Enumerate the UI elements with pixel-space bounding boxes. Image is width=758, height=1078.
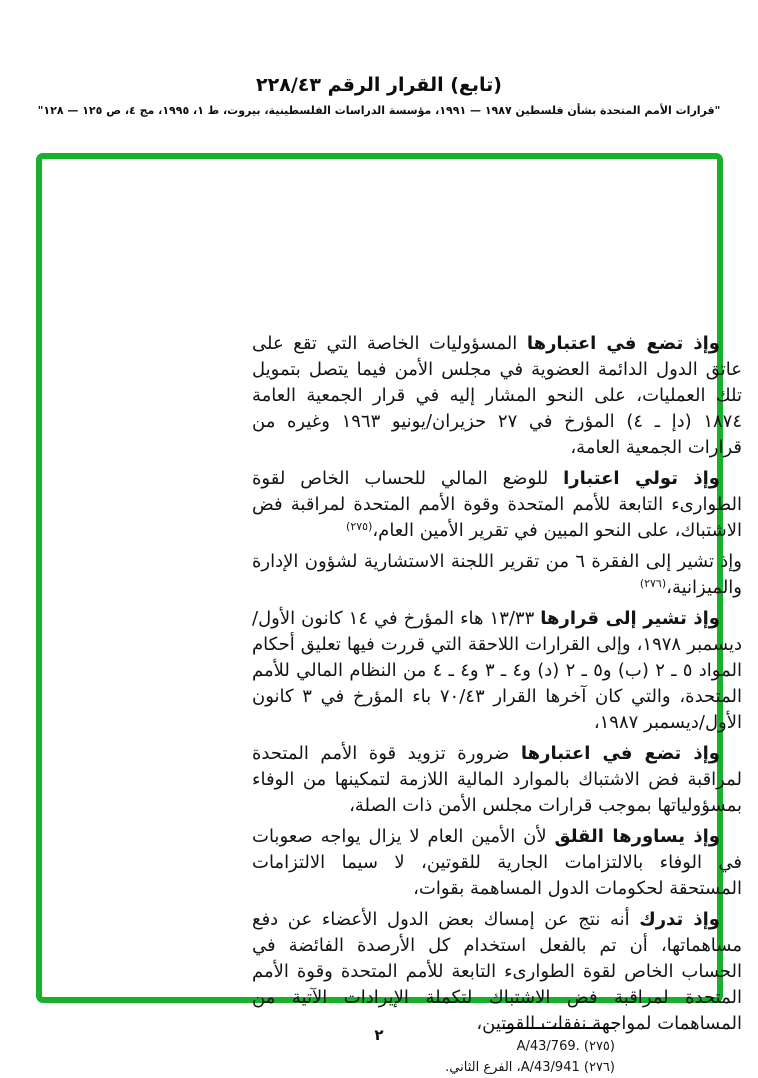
source-citation: "قرارات الأمم المتحدة بشأن فلسطين ١٩٨٧ — ١٩٩١، مؤسسة الدراسات الفلسطينية، بيروت، ط ١، ١٩٩٥، مج ٤، ص ١٢٥ — ١٢٨" [37, 104, 721, 117]
paragraph-lead: وإذ تدرك [639, 909, 720, 930]
preambular-paragraph [252, 907, 742, 1037]
footnote-marker: (٢٧٦) [583, 1060, 615, 1075]
footnote-reference: (٢٧٥) [346, 520, 373, 533]
footnote-marker: (٢٧٥) [583, 1039, 615, 1054]
paragraph-lead: وإذ تولي اعتبارا [563, 468, 720, 489]
footnote-text: A/43/941، الفرع الثاني. [445, 1060, 580, 1075]
paragraph-text: ١٣/٣٣ هاء المؤرخ في ١٤ كانون الأول/ديسمبر ١٩٧٨، وإلى القرارات اللاحقة التي قررت فيها تعليق أحكام المواد ٥ ـ ٢ (ب) و٥ ـ ٢ (د) و٤ ـ ٣ و٤ ـ ٤ من النظام المالي للأمم المتحدة، والتي كان آخرها القرار ٧٠/٤٣ باء المؤرخ في ٣ كانون الأول/ديسمبر ١٩٨٧، [252, 608, 742, 733]
paragraph-text: ضرورة تزويد قوة الأمم المتحدة لمراقبة فض الاشتباك بالموارد المالية اللازمة لتمكينها من الوفاء بمسؤولياتها بموجب قرارات مجلس الأمن ذات الصلة، [252, 743, 742, 816]
paragraph-text: المسؤوليات الخاصة التي تقع على عاتق الدول الدائمة العضوية في مجلس الأمن فيما يتصل بتمويل تلك العمليات، على النحو المشار إليه في قرار الجمعية العامة ١٨٧٤ (دإ ـ ٤) المؤرخ في ٢٧ حزيران/يونيو ١٩٦٣ وغيره من قرارات الجمعية العامة، [252, 333, 743, 458]
page-title: (تابع) القرار الرقم ٢٢٨/٤٣ [256, 74, 502, 96]
preambular-paragraph [252, 466, 742, 544]
preambular-paragraph [252, 824, 742, 902]
footnote-reference: (٢٧٦) [639, 577, 667, 590]
paragraph-text: لأن الأمين العام لا يزال يواجه صعوبات في الوفاء بالالتزامات الجارية للقوتين، لا سيما الالتزامات المستحقة لحكومات الدول المساهمة بقوات، [252, 826, 742, 899]
resolution-preamble [252, 331, 742, 1042]
footnote-text: A/43/769.‎ [516, 1039, 580, 1054]
paragraph-lead: وإذ يساورها القلق [554, 826, 720, 847]
paragraph-text: للوضع المالي للحساب الخاص لقوة الطوارىء التابعة للأمم المتحدة وقوة الأمم المتحدة لمراقبة فض الاشتباك، على النحو المبين في تقرير الأمين العام، [252, 468, 742, 541]
paragraph-lead: وإذ تضع في اعتبارها [520, 743, 720, 764]
page-number: ٢ [374, 1026, 384, 1044]
paragraph-lead: وإذ تشير إلى قرارها [540, 608, 720, 629]
content-frame [36, 153, 743, 1075]
preambular-paragraph [252, 331, 742, 461]
paragraph-lead: وإذ تضع في اعتبارها [526, 333, 720, 354]
footnote [445, 1057, 615, 1078]
preambular-paragraph [252, 549, 742, 601]
preambular-paragraph [252, 606, 742, 736]
paragraph-text: أنه نتج عن إمساك بعض الدول الأعضاء عن دفع مساهماتها، أن تم بالفعل استخدام كل الأرصدة الفائضة في الحساب الخاص لقوة الطوارىء التابعة للأمم المتحدة وقوة الأمم المتحدة لمراقبة فض الاشتباك لتكملة الإيرادات الآتية من المساهمات لمواجهة نفقات القوتين، [252, 909, 742, 1034]
preambular-paragraph [252, 741, 742, 819]
paragraph-text: وإذ تشير إلى الفقرة ٦ من تقرير اللجنة الاستشارية لشؤون الإدارة والميزانية، [252, 551, 743, 598]
